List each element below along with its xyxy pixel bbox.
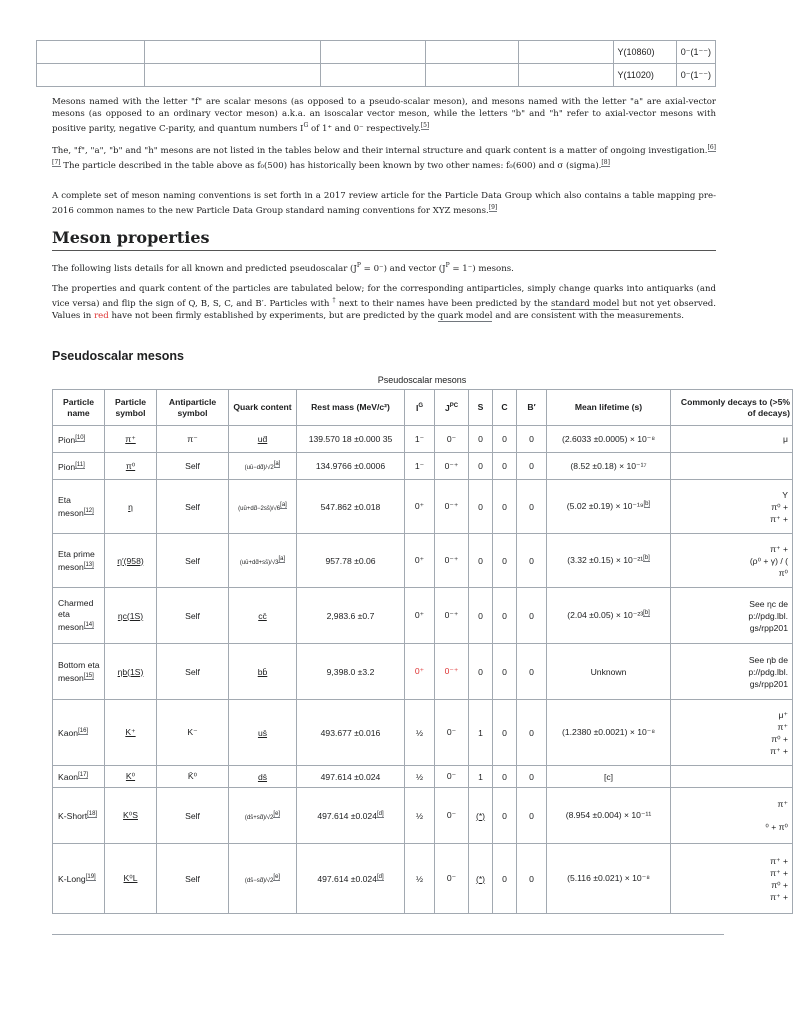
table-row bbox=[53, 844, 793, 914]
strangeness-cell: 1 bbox=[469, 766, 493, 788]
mean-lifetime-cell: (5.116 ±0.021) × 10⁻⁸ bbox=[547, 844, 671, 914]
decay-line: π⁰ + bbox=[771, 733, 788, 744]
reference-link[interactable]: [10] bbox=[75, 434, 86, 441]
charm-cell: 0 bbox=[493, 844, 517, 914]
reference-link[interactable]: [16] bbox=[78, 728, 89, 735]
decay-line: Y bbox=[782, 489, 788, 500]
header-antiparticle-symbol: Antiparticle symbol bbox=[157, 390, 229, 426]
charm-cell: 0 bbox=[493, 534, 517, 588]
jpc-cell: 0⁻ bbox=[435, 700, 469, 766]
particle-symbol-cell: ηb(1S) bbox=[105, 644, 157, 700]
particle-name-cell: Bottom eta meson[15] bbox=[53, 644, 105, 700]
decay-line: π⁺ + bbox=[770, 745, 788, 756]
quark-content-cell: ds̄ bbox=[229, 766, 297, 788]
decay-line: ⁰ + π⁰ bbox=[765, 822, 788, 832]
paragraph-meson-letters: Mesons named with the letter "f" are scalar mesons (as opposed to a pseudo-scalar meson), and mesons named with the letter "a" are axial-vector mesons (as opposed to an ordinary vector meson) a.k.a. an isoscalar vector meson, while the letters "b" and "h" refer to axial-vector mesons with positive parity, negative C-parity, and quantum numbers $I^G$ of 1⁺ and 0⁻ respectively.[5] bbox=[52, 97, 716, 134]
decays-cell bbox=[671, 700, 793, 766]
bottomness-cell: 0 bbox=[517, 700, 547, 766]
decays-cell bbox=[671, 534, 793, 588]
antiparticle-symbol-cell: Self bbox=[157, 453, 229, 480]
jpc-cell: 0⁻ bbox=[435, 788, 469, 844]
particle-name-cell: K-Short[18] bbox=[53, 788, 105, 844]
table-row bbox=[53, 480, 793, 534]
pseudoscalar-table-viewport[interactable] bbox=[52, 389, 790, 934]
mean-lifetime-cell: (1.2380 ±0.0021) × 10⁻⁸ bbox=[547, 700, 671, 766]
quark-content-cell: (uū+dd̄−2ss̄)/√6[a] bbox=[229, 480, 297, 534]
note-link[interactable]: [a] bbox=[280, 501, 287, 508]
ig-cell: ½ bbox=[405, 788, 435, 844]
rest-mass-cell: 139.570 18 ±0.000 35 bbox=[297, 426, 405, 453]
particle-symbol-cell: K⁰ bbox=[105, 766, 157, 788]
ig-cell: 0⁺ bbox=[405, 588, 435, 644]
charm-cell: 0 bbox=[493, 453, 517, 480]
decays-cell bbox=[671, 844, 793, 914]
decay-line: p://pdg.lbl. bbox=[748, 666, 788, 677]
header-rest-mass: Rest mass (MeV/c²) bbox=[297, 390, 405, 426]
header-jpc: $J^{PC}$ bbox=[435, 390, 469, 426]
bottomness-cell: 0 bbox=[517, 480, 547, 534]
particle-name-cell: Eta prime meson[13] bbox=[53, 534, 105, 588]
decay-line bbox=[673, 461, 788, 472]
decay-line: π⁰ bbox=[778, 567, 788, 578]
ig-cell: 1⁻ bbox=[405, 426, 435, 453]
header-common-decays: Commonly decays to (>5% of decays) bbox=[671, 390, 793, 426]
jpc-cell: 0⁻⁺ bbox=[435, 534, 469, 588]
mean-lifetime-cell: Unknown bbox=[547, 644, 671, 700]
charm-cell: 0 bbox=[493, 788, 517, 844]
charm-cell: 0 bbox=[493, 426, 517, 453]
quark-content-cell: ud̄ bbox=[229, 426, 297, 453]
quark-content-cell: (ds̄+sd̄)/√2[e] bbox=[229, 788, 297, 844]
decays-cell bbox=[671, 644, 793, 700]
decay-line: p://pdg.lbl. bbox=[748, 610, 788, 621]
quark-content-cell: (ds̄−sd̄)/√2[e] bbox=[229, 844, 297, 914]
jpc-cell: 0⁻ bbox=[435, 766, 469, 788]
decay-line: gs/rpp201 bbox=[749, 678, 788, 689]
header-quark-content: Quark content bbox=[229, 390, 297, 426]
particle-symbol-cell: π⁺ bbox=[105, 426, 157, 453]
reference-link[interactable]: [18] bbox=[87, 811, 98, 818]
jpc-cell: 0⁻⁺ bbox=[435, 453, 469, 480]
quark-content-cell: cc̄ bbox=[229, 588, 297, 644]
paragraph-lists-details: The following lists details for all known and predicted pseudoscalar $(J^P = 0^-)$ and vector $(J^P = 1^-)$ mesons. bbox=[52, 262, 514, 274]
reference-link[interactable]: [6][7] bbox=[52, 144, 716, 166]
jpc-cell: 0⁻ bbox=[435, 844, 469, 914]
table-row bbox=[53, 426, 793, 453]
decay-line: gs/rpp201 bbox=[749, 622, 788, 633]
strangeness-cell: (*) bbox=[469, 844, 493, 914]
mean-lifetime-cell: (2.6033 ±0.0005) × 10⁻⁸ bbox=[547, 426, 671, 453]
particle-symbol-cell: π⁰ bbox=[105, 453, 157, 480]
antiparticle-symbol-cell: Self bbox=[157, 788, 229, 844]
note-link[interactable]: [a] bbox=[278, 555, 286, 562]
decays-cell bbox=[671, 426, 793, 453]
reference-link[interactable]: [12] bbox=[83, 507, 94, 514]
particle-name-cell: Kaon[16] bbox=[53, 700, 105, 766]
particle-name-cell: K-Long[19] bbox=[53, 844, 105, 914]
standard-model-link[interactable]: standard model bbox=[550, 298, 620, 309]
decay-line: See ηb de bbox=[748, 654, 788, 665]
particle-name-cell: Υ(11020) bbox=[613, 64, 676, 87]
table-row bbox=[53, 588, 793, 644]
subsection-heading-pseudoscalar: Pseudoscalar mesons bbox=[52, 349, 185, 363]
table-bottom-border bbox=[52, 934, 724, 935]
decay-line: π⁺ + bbox=[770, 543, 788, 554]
table-row bbox=[37, 64, 716, 87]
strangeness-cell: 0 bbox=[469, 588, 493, 644]
antiparticle-symbol-cell: Self bbox=[157, 844, 229, 914]
table-row bbox=[53, 644, 793, 700]
strangeness-cell: 1 bbox=[469, 700, 493, 766]
bottomness-cell: 0 bbox=[517, 453, 547, 480]
note-link[interactable]: [d] bbox=[377, 810, 384, 817]
jpc-cell: 0⁻⁺ bbox=[435, 644, 469, 700]
note-link[interactable]: [e] bbox=[273, 873, 281, 880]
header-s: S bbox=[469, 390, 493, 426]
reference-link[interactable]: [8] bbox=[601, 158, 610, 166]
mean-lifetime-cell: [c] bbox=[547, 766, 671, 788]
header-mean-lifetime: Mean lifetime (s) bbox=[547, 390, 671, 426]
particle-name-cell: Pion[10] bbox=[53, 426, 105, 453]
rest-mass-cell: 957.78 ±0.06 bbox=[297, 534, 405, 588]
rest-mass-cell: 497.614 ±0.024[d] bbox=[297, 844, 405, 914]
particle-name-cell: Kaon[17] bbox=[53, 766, 105, 788]
decay-line: π⁺ + bbox=[770, 867, 788, 878]
particle-name-cell: Eta meson[12] bbox=[53, 480, 105, 534]
jpc-cell: 0⁻⁺ bbox=[435, 480, 469, 534]
table-header-row bbox=[53, 390, 793, 426]
paragraph-properties-quark-content: The properties and quark content of the particles are tabulated below; for the corresponding antiparticles, simply change quarks into antiquarks (and vice versa) and flip the sign of Q, B, S, C, and B′. Particles with † next to their names have been predicted by the standard model but not yet observed. Values in red have not been firmly established by experiments, but are predicted by the quark model and are consistent with the measurements. bbox=[52, 284, 717, 321]
bottomness-cell: 0 bbox=[517, 534, 547, 588]
quark-content-cell: (uū+dd̄+ss̄)/√3[a] bbox=[229, 534, 297, 588]
table-row bbox=[53, 788, 793, 844]
reference-link[interactable]: [5] bbox=[420, 122, 430, 129]
table-caption: Pseudoscalar mesons bbox=[377, 375, 467, 385]
mean-lifetime-cell: (2.04 ±0.05) × 10⁻²³[b] bbox=[547, 588, 671, 644]
jpc-cell: 0⁻(1⁻⁻) bbox=[676, 64, 715, 87]
reference-link[interactable]: [19] bbox=[85, 874, 96, 881]
strangeness-cell: 0 bbox=[469, 480, 493, 534]
rest-mass-cell: 2,983.6 ±0.7 bbox=[297, 588, 405, 644]
particle-name-cell: Charmed eta meson[14] bbox=[53, 588, 105, 644]
decay-line: μ⁺ bbox=[778, 709, 788, 720]
reference-link[interactable]: [15] bbox=[83, 672, 94, 679]
reference-link[interactable]: [9] bbox=[488, 204, 498, 211]
strangeness-cell: (*) bbox=[469, 788, 493, 844]
ig-cell: 1⁻ bbox=[405, 453, 435, 480]
particle-symbol-cell: ηc(1S) bbox=[105, 588, 157, 644]
decay-line: (ρ⁰ + γ) / ( bbox=[749, 555, 788, 566]
ig-cell: ½ bbox=[405, 844, 435, 914]
header-c: C bbox=[493, 390, 517, 426]
note-link[interactable]: [b] bbox=[643, 610, 650, 617]
particle-symbol-cell: K⁰L bbox=[105, 844, 157, 914]
note-link[interactable]: [e] bbox=[273, 810, 281, 817]
ig-cell: ½ bbox=[405, 766, 435, 788]
antiparticle-symbol-cell: K⁻ bbox=[157, 700, 229, 766]
ig-cell: ½ bbox=[405, 700, 435, 766]
decay-line bbox=[673, 810, 788, 821]
charm-cell: 0 bbox=[493, 480, 517, 534]
decay-line: π⁰ + bbox=[771, 879, 788, 890]
charm-cell: 0 bbox=[493, 766, 517, 788]
section-heading-meson-properties: Meson properties bbox=[52, 228, 716, 251]
bottomness-cell: 0 bbox=[517, 426, 547, 453]
quark-content-cell: us̄ bbox=[229, 700, 297, 766]
quark-model-link[interactable]: quark model bbox=[437, 310, 493, 321]
bottomness-cell: 0 bbox=[517, 788, 547, 844]
rest-mass-cell: 493.677 ±0.016 bbox=[297, 700, 405, 766]
charm-cell: 0 bbox=[493, 700, 517, 766]
decay-line bbox=[673, 771, 788, 782]
quark-content-cell: (uū−dd̄)/√2[a] bbox=[229, 453, 297, 480]
decay-line: π⁺ bbox=[777, 799, 788, 809]
decay-line: π⁰ + bbox=[771, 501, 788, 512]
pseudoscalar-mesons-table bbox=[52, 389, 793, 914]
rest-mass-cell: 134.9766 ±0.0006 bbox=[297, 453, 405, 480]
strangeness-cell: 0 bbox=[469, 453, 493, 480]
reference-link[interactable]: [13] bbox=[83, 561, 94, 568]
particle-symbol-cell: K⁰S bbox=[105, 788, 157, 844]
decay-line: μ bbox=[783, 434, 788, 444]
table-row bbox=[53, 700, 793, 766]
strangeness-cell: 0 bbox=[469, 534, 493, 588]
decays-cell bbox=[671, 766, 793, 788]
jpc-cell: 0⁻ bbox=[435, 426, 469, 453]
rest-mass-cell: 497.614 ±0.024 bbox=[297, 766, 405, 788]
rest-mass-cell: 547.862 ±0.018 bbox=[297, 480, 405, 534]
reference-link[interactable]: [17] bbox=[78, 772, 89, 779]
header-b-prime: B′ bbox=[517, 390, 547, 426]
decays-cell bbox=[671, 453, 793, 480]
table-row bbox=[53, 766, 793, 788]
mean-lifetime-cell: (3.32 ±0.15) × 10⁻²¹[b] bbox=[547, 534, 671, 588]
header-particle-name: Particle name bbox=[53, 390, 105, 426]
bottomness-cell: 0 bbox=[517, 644, 547, 700]
antiparticle-symbol-cell: K̄⁰ bbox=[157, 766, 229, 788]
mean-lifetime-cell: (8.52 ±0.18) × 10⁻¹⁷ bbox=[547, 453, 671, 480]
jpc-cell: 0⁻⁺ bbox=[435, 588, 469, 644]
particle-symbol-cell: K⁺ bbox=[105, 700, 157, 766]
mean-lifetime-cell: (5.02 ±0.19) × 10⁻¹⁹[b] bbox=[547, 480, 671, 534]
antiparticle-symbol-cell: Self bbox=[157, 480, 229, 534]
decay-line: π⁺ + bbox=[770, 855, 788, 866]
bottomness-cell: 0 bbox=[517, 588, 547, 644]
reference-link[interactable]: [14] bbox=[83, 622, 94, 629]
rest-mass-cell: 9,398.0 ±3.2 bbox=[297, 644, 405, 700]
strangeness-cell: 0 bbox=[469, 426, 493, 453]
antiparticle-symbol-cell: π⁻ bbox=[157, 426, 229, 453]
quark-content-cell: bb̄ bbox=[229, 644, 297, 700]
ig-cell: 0⁺ bbox=[405, 644, 435, 700]
table-row bbox=[53, 534, 793, 588]
header-particle-symbol: Particle symbol bbox=[105, 390, 157, 426]
decay-line: π⁺ + bbox=[770, 513, 788, 524]
decays-cell bbox=[671, 588, 793, 644]
strangeness-cell: 0 bbox=[469, 644, 493, 700]
bottomness-cell: 0 bbox=[517, 766, 547, 788]
particle-name-cell: Υ(10860) bbox=[613, 41, 676, 64]
particle-symbol-cell: η bbox=[105, 480, 157, 534]
antiparticle-symbol-cell: Self bbox=[157, 588, 229, 644]
particle-name-cell: Pion[11] bbox=[53, 453, 105, 480]
decays-cell bbox=[671, 480, 793, 534]
table-row bbox=[37, 41, 716, 64]
note-link[interactable]: [a] bbox=[273, 461, 281, 468]
paragraph-naming-conventions: A complete set of meson naming conventions is set forth in a 2017 review article for the Particle Data Group which also contains a table mapping pre-2016 common names to the new Particle Data Group standard naming conventions for XYZ mesons.[9] bbox=[52, 191, 716, 216]
decay-line: π⁺ bbox=[777, 721, 788, 732]
mean-lifetime-cell: (8.954 ±0.004) × 10⁻¹¹ bbox=[547, 788, 671, 844]
antiparticle-symbol-cell: Self bbox=[157, 644, 229, 700]
bottomness-cell: 0 bbox=[517, 844, 547, 914]
rest-mass-cell: 497.614 ±0.024[d] bbox=[297, 788, 405, 844]
ig-cell: 0⁺ bbox=[405, 534, 435, 588]
paragraph-ongoing-investigation: The, "f", "a", "b" and "h" mesons are not listed in the tables below and their internal structure and quark content is a matter of ongoing investigation.[6][7] The particle described in the table above as f₀(500) has historically been known by two other names: f₀(600) and σ (sigma).[8] bbox=[52, 144, 716, 171]
previous-table-tail bbox=[36, 40, 716, 87]
note-link[interactable]: [b] bbox=[643, 501, 651, 508]
decays-cell bbox=[671, 788, 793, 844]
decay-line: See ηc de bbox=[749, 598, 788, 609]
decay-line: π⁺ + bbox=[770, 891, 788, 902]
note-link[interactable]: [b] bbox=[643, 555, 650, 562]
header-ig: $I^G$ bbox=[405, 390, 435, 426]
charm-cell: 0 bbox=[493, 588, 517, 644]
jpc-cell: 0⁻(1⁻⁻) bbox=[676, 41, 715, 64]
note-link[interactable]: [d] bbox=[377, 873, 384, 880]
table-row bbox=[53, 453, 793, 480]
reference-link[interactable]: [11] bbox=[75, 461, 85, 468]
antiparticle-symbol-cell: Self bbox=[157, 534, 229, 588]
ig-cell: 0⁺ bbox=[405, 480, 435, 534]
charm-cell: 0 bbox=[493, 644, 517, 700]
particle-symbol-cell: η′(958) bbox=[105, 534, 157, 588]
